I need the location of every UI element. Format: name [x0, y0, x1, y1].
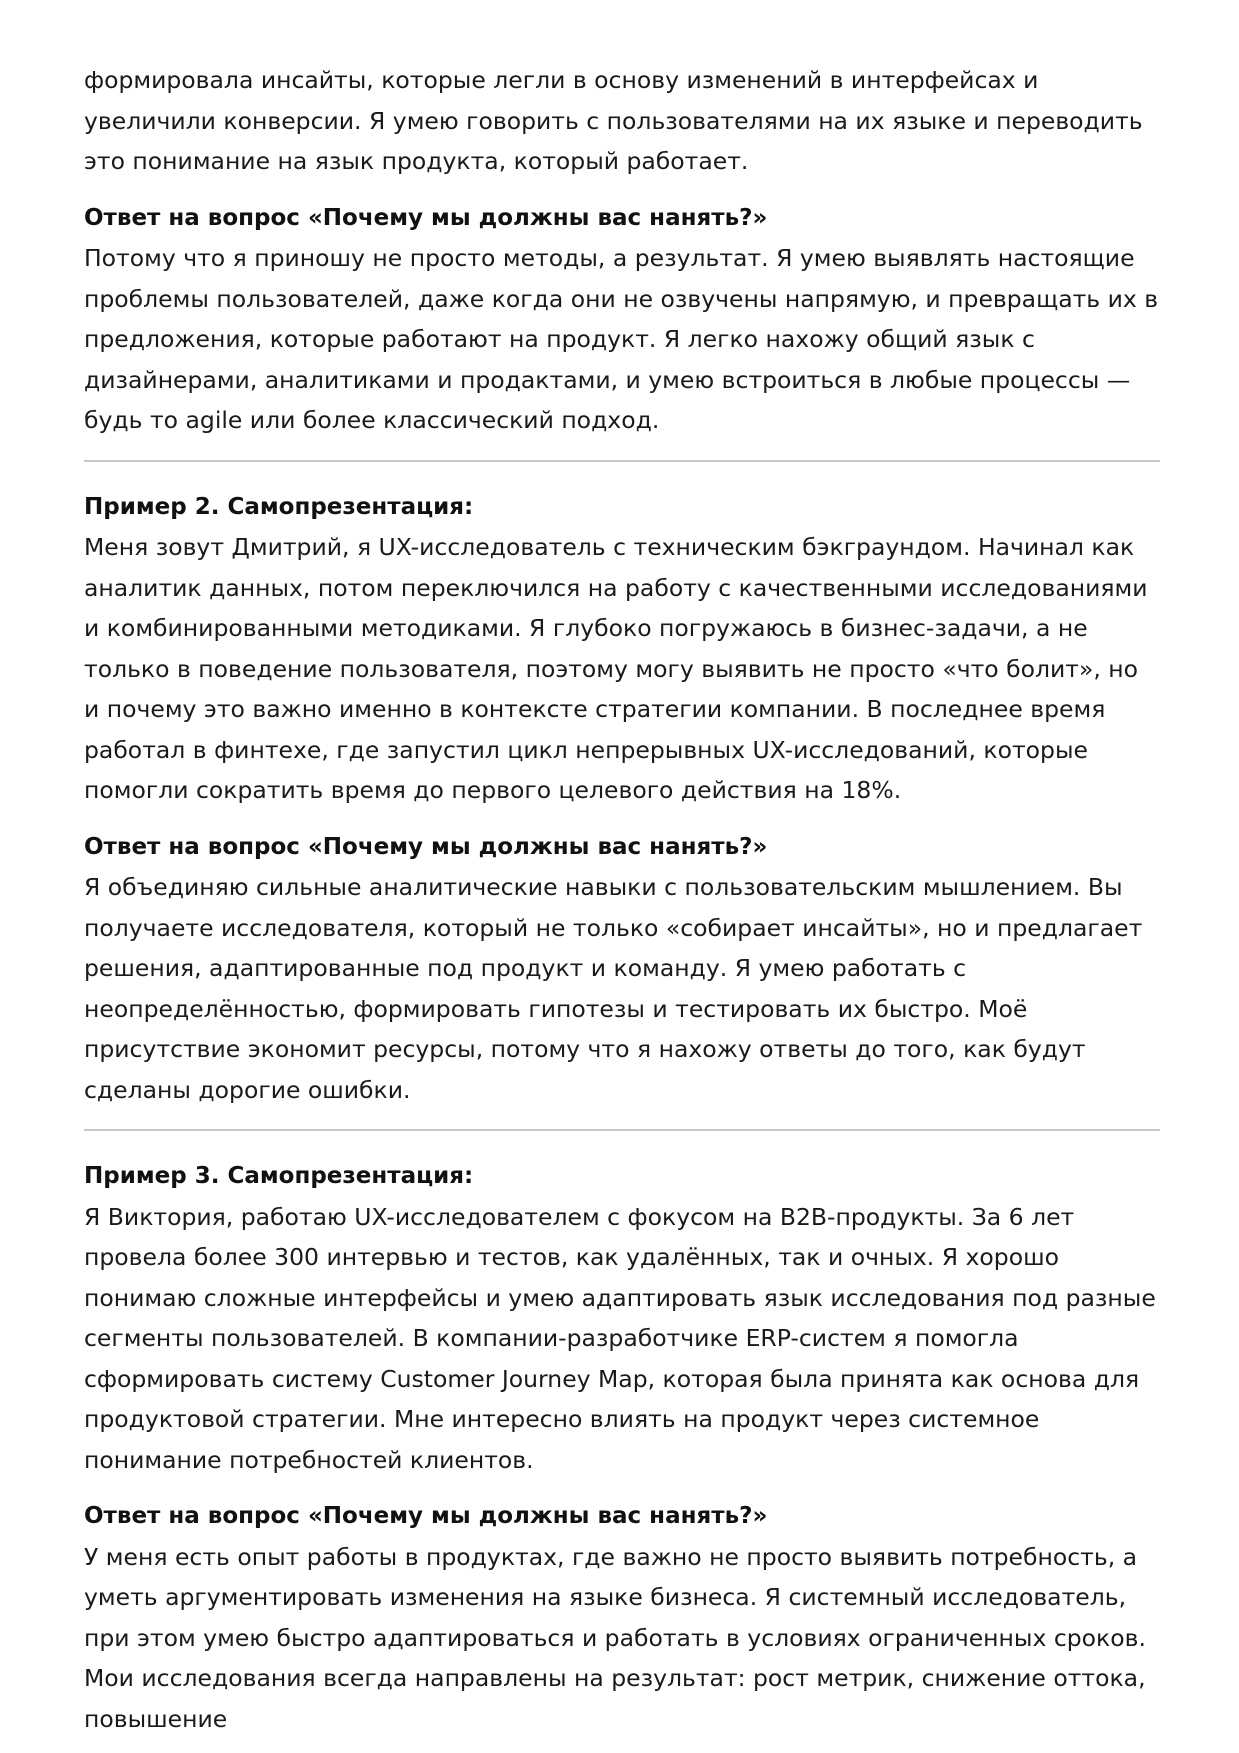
document-page	[84, 60, 1160, 1739]
example2-answer-heading: Ответ на вопрос «Почему мы должны вас нанять?»	[84, 833, 768, 860]
example3-text: Я Виктория, работаю UX-исследователем с фокусом на B2B-продукты. За 6 лет провела более 300 интервью и тестов, как удалённых, так и очных. Я хорошо понимаю сложные интерфейсы и умею адаптировать язык исследования под разные сегменты пользователей. В компании-разработчике ERP-систем я помогла сформировать систему Customer Journey Map, которая была принята как основа для продуктовой стратегии. Мне интересно влиять на продукт через системное понимание потребностей клиентов.	[84, 1202, 1156, 1474]
section1-answer-text: Потому что я приношу не просто методы, а результат. Я умею выявлять настоящие проблемы пользователей, даже когда они не озвучены напрямую, и превращать их в предложения, которые работают на продукт. Я легко нахожу общий язык с дизайнерами, аналитиками и продактами, и умею встроиться в любые процессы — будь то agile или более классический подход.	[84, 244, 1159, 434]
intro-paragraph: формировала инсайты, которые легли в основу изменений в интерфейсах и увеличили конверсии. Я умею говорить с пользователями на их языке и переводить это понимание на язык продукта, который работает.	[84, 66, 1143, 175]
example2-text: Меня зовут Дмитрий, я UX-исследователь с техническим бэкграундом. Начинал как аналитик данных, потом переключился на работу с качественными исследованиями и комбинированными методиками. Я глубоко погружаюсь в бизнес-задачи, а не только в поведение пользователя, поэтому могу выявить не просто «что болит», но и почему это важно именно в контексте стратегии компании. В последнее время работал в финтехе, где запустил цикл непрерывных UX-исследований, которые помогли сократить время до первого целевого действия на 18%.	[84, 533, 1148, 804]
section1-answer-heading: Ответ на вопрос «Почему мы должны вас нанять?»	[84, 204, 768, 231]
example2-heading: Пример 2. Самопрезентация:	[84, 493, 474, 520]
example3-answer-text: У меня есть опыт работы в продуктах, где важно не просто выявить потребность, а уметь аргументировать изменения на языке бизнеса. Я системный исследователь, при этом умею быстро адаптироваться и работать в условиях ограниченных сроков. Мои исследования всегда направлены на результат: рост метрик, снижение оттока, повышение	[84, 1542, 1146, 1733]
example3-heading: Пример 3. Самопрезентация:	[84, 1163, 474, 1189]
example3-answer-heading: Ответ на вопрос «Почему мы должны вас нанять?»	[84, 1503, 768, 1529]
example2-answer-text: Я объединяю сильные аналитические навыки с пользовательским мышлением. Вы получаете исследователя, который не только «собирает инсайты», но и предлагает решения, адаптированные под продукт и команду. Я умею работать с неопределённостью, формировать гипотезы и тестировать их быстро. Моё присутствие экономит ресурсы, потому что я нахожу ответы до того, как будут сделаны дорогие ошибки.	[84, 873, 1143, 1104]
